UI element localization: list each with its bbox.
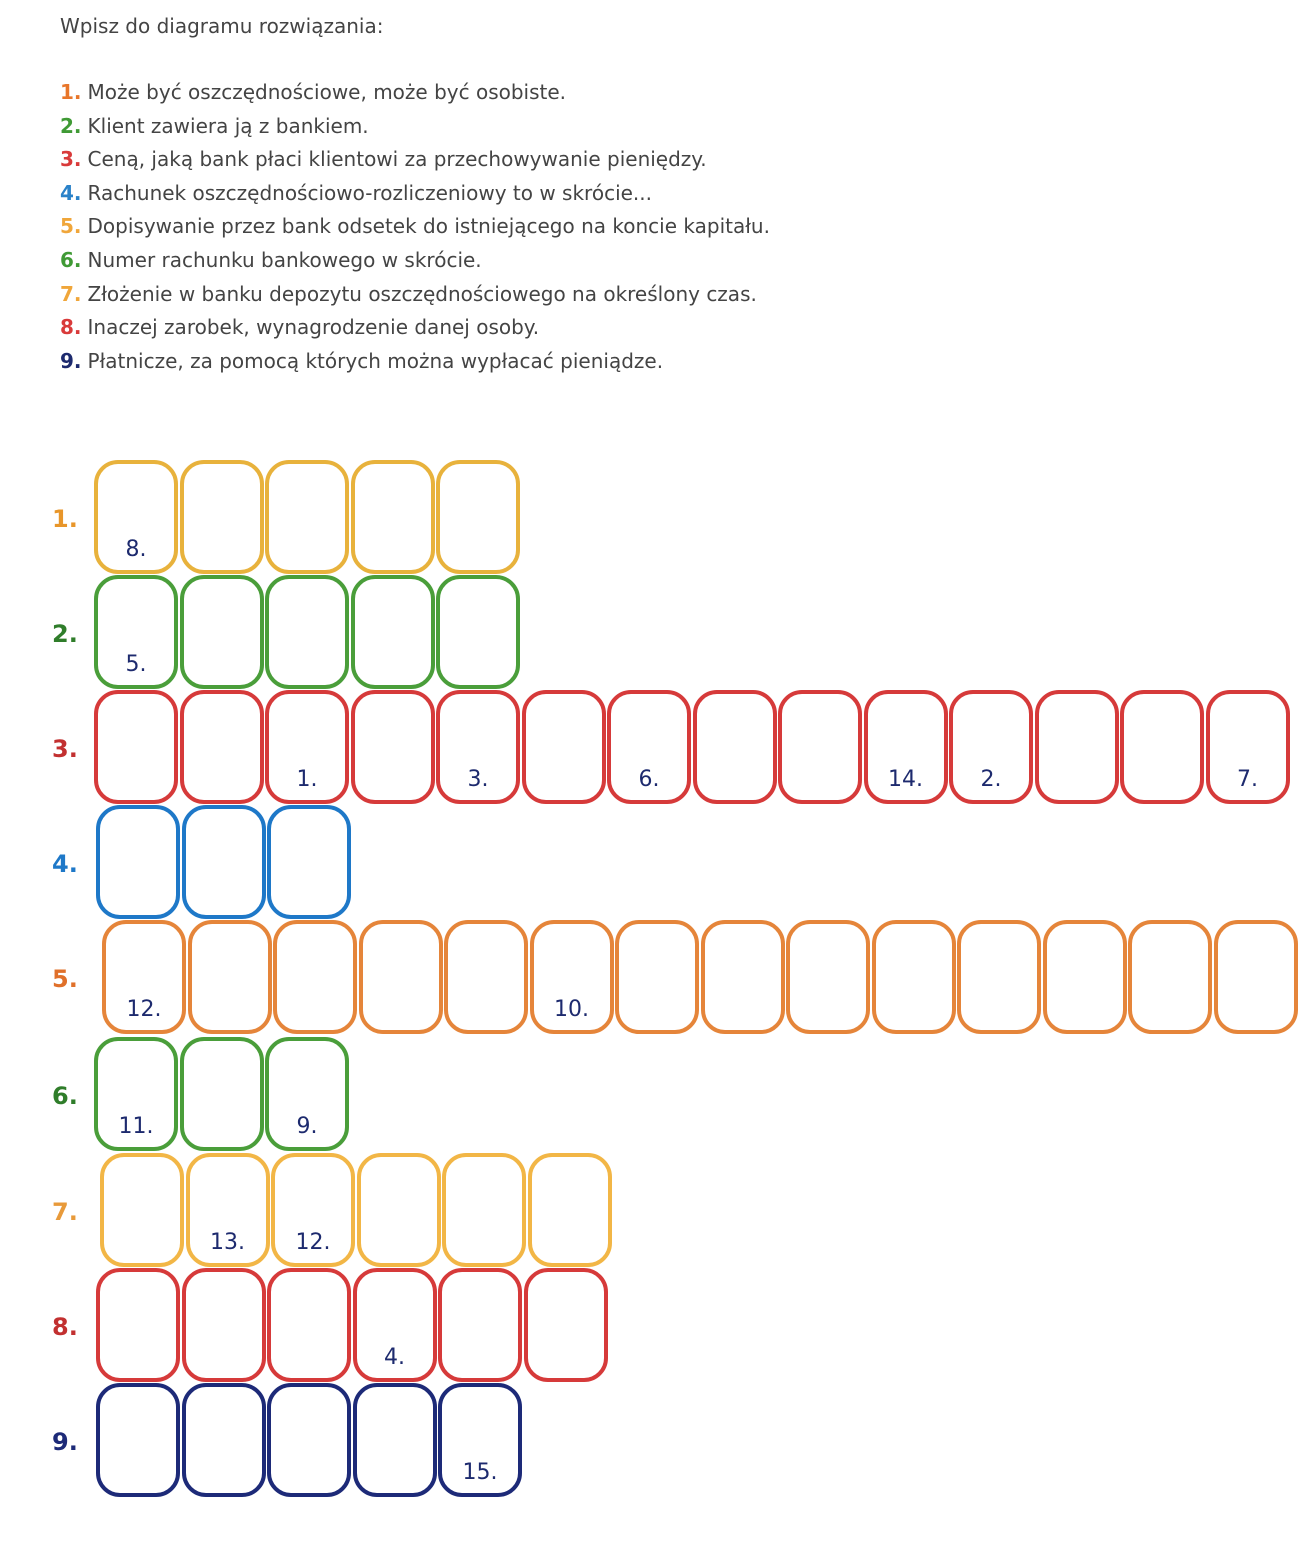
cell-number: 15. — [462, 1460, 498, 1485]
clue-number: 6. — [60, 247, 82, 272]
crossword-cell[interactable] — [357, 1153, 441, 1267]
crossword-cell[interactable] — [359, 920, 443, 1034]
row-label: 6. — [52, 1082, 78, 1110]
clue-number: 5. — [60, 214, 82, 239]
crossword-cell[interactable] — [1128, 920, 1212, 1034]
clue-number: 9. — [60, 348, 82, 373]
cell-number: 9. — [296, 1114, 318, 1139]
crossword-cell[interactable] — [265, 1037, 349, 1151]
crossword-cell[interactable] — [949, 690, 1033, 804]
cell-number: 11. — [118, 1114, 154, 1139]
crossword-cell[interactable] — [524, 1268, 608, 1382]
crossword-cell[interactable] — [444, 920, 528, 1034]
clue-number: 2. — [60, 113, 82, 138]
crossword-cell[interactable] — [528, 1153, 612, 1267]
crossword-cell[interactable] — [102, 920, 186, 1034]
cell-number: 8. — [125, 537, 147, 562]
crossword-cell[interactable] — [180, 1037, 264, 1151]
clue-number: 7. — [60, 281, 82, 306]
crossword-cell[interactable] — [351, 575, 435, 689]
crossword-cell[interactable] — [182, 1383, 266, 1497]
cell-number: 2. — [980, 767, 1002, 792]
crossword-cell[interactable] — [872, 920, 956, 1034]
crossword-cell[interactable] — [100, 1153, 184, 1267]
cell-number: 12. — [126, 997, 162, 1022]
crossword-cell[interactable] — [267, 805, 351, 919]
clue-text: Ceną, jaką bank płaci klientowi za przechowywanie pieniędzy. — [87, 147, 707, 172]
crossword-cell[interactable] — [265, 460, 349, 574]
crossword-cell[interactable] — [438, 1268, 522, 1382]
clue-number: 1. — [60, 80, 82, 104]
clue-text: Może być oszczędnościowe, może być osobiste. — [87, 80, 567, 104]
crossword-cell[interactable] — [273, 920, 357, 1034]
clue-text: Dopisywanie przez bank odsetek do istniejącego na koncie kapitału. — [87, 214, 770, 239]
crossword-cell[interactable] — [96, 1383, 180, 1497]
cell-number: 7. — [1237, 767, 1258, 792]
crossword-cell[interactable] — [693, 690, 777, 804]
cell-number: 1. — [296, 767, 318, 792]
crossword-cell[interactable] — [864, 690, 948, 804]
crossword-cell[interactable] — [1214, 920, 1298, 1034]
row-label: 9. — [52, 1428, 78, 1456]
crossword-cell[interactable] — [180, 575, 264, 689]
cell-number: 5. — [125, 652, 147, 677]
row-label: 7. — [52, 1198, 78, 1226]
crossword-cell[interactable] — [1043, 920, 1127, 1034]
clue-text: Inaczej zarobek, wynagrodzenie danej osoby. — [87, 315, 540, 340]
crossword-cell[interactable] — [438, 1383, 522, 1497]
crossword-cell[interactable] — [96, 1268, 180, 1382]
clue-text: Klient zawiera ją z bankiem. — [87, 113, 369, 138]
crossword-cell[interactable] — [188, 920, 272, 1034]
clue-text: Złożenie w banku depozytu oszczędnościowego na określony czas. — [87, 281, 757, 306]
crossword-cell[interactable] — [786, 920, 870, 1034]
crossword-cell[interactable] — [94, 460, 178, 574]
row-label: 4. — [52, 850, 78, 878]
crossword-cell[interactable] — [436, 460, 520, 574]
crossword-cell[interactable] — [522, 690, 606, 804]
cell-number: 10. — [554, 997, 589, 1022]
crossword-cell[interactable] — [1120, 690, 1204, 804]
crossword-cell[interactable] — [265, 575, 349, 689]
cell-number: 12. — [295, 1230, 331, 1255]
crossword-cell[interactable] — [353, 1268, 437, 1382]
clue-text: Numer rachunku bankowego w skrócie. — [87, 247, 482, 272]
clue-number: 3. — [60, 147, 82, 172]
crossword-cell[interactable] — [96, 805, 180, 919]
row-label: 5. — [52, 965, 78, 993]
crossword-cell[interactable] — [265, 690, 349, 804]
instruction-text: Wpisz do diagramu rozwiązania: — [60, 14, 384, 38]
clue-text: Rachunek oszczędnościowo-rozliczeniowy to w skrócie... — [87, 180, 652, 205]
crossword-cell[interactable] — [94, 690, 178, 804]
crossword-cell[interactable] — [267, 1268, 351, 1382]
crossword-cell[interactable] — [778, 690, 862, 804]
crossword-cell[interactable] — [607, 690, 691, 804]
row-label: 1. — [52, 505, 78, 533]
cell-number: 6. — [638, 767, 660, 792]
crossword-cell[interactable] — [957, 920, 1041, 1034]
crossword-cell[interactable] — [267, 1383, 351, 1497]
crossword-cell[interactable] — [94, 1037, 178, 1151]
crossword-cell[interactable] — [701, 920, 785, 1034]
clue-text: Płatnicze, za pomocą których można wypłacać pieniądze. — [87, 348, 664, 373]
crossword-cell[interactable] — [180, 460, 264, 574]
clue-number: 8. — [60, 315, 82, 340]
crossword-cell[interactable] — [182, 805, 266, 919]
crossword-cell[interactable] — [1206, 690, 1290, 804]
crossword-cell[interactable] — [1035, 690, 1119, 804]
cell-number: 13. — [210, 1230, 245, 1255]
crossword-cell[interactable] — [186, 1153, 270, 1267]
cell-number: 14. — [888, 767, 923, 792]
row-label: 3. — [52, 735, 78, 763]
cell-number: 3. — [467, 767, 489, 792]
crossword-cell[interactable] — [351, 460, 435, 574]
crossword-cell[interactable] — [442, 1153, 526, 1267]
clue-number: 4. — [60, 180, 82, 205]
crossword-cell[interactable] — [271, 1153, 355, 1267]
crossword-cell[interactable] — [351, 690, 435, 804]
crossword-cell[interactable] — [436, 575, 520, 689]
crossword-cell[interactable] — [180, 690, 264, 804]
crossword-cell[interactable] — [353, 1383, 437, 1497]
crossword-cell[interactable] — [436, 690, 520, 804]
row-label: 2. — [52, 620, 78, 648]
crossword-cell[interactable] — [182, 1268, 266, 1382]
cell-number: 4. — [384, 1345, 405, 1370]
crossword-cell[interactable] — [530, 920, 614, 1034]
crossword-cell[interactable] — [94, 575, 178, 689]
crossword-cell[interactable] — [615, 920, 699, 1034]
row-label: 8. — [52, 1313, 78, 1341]
